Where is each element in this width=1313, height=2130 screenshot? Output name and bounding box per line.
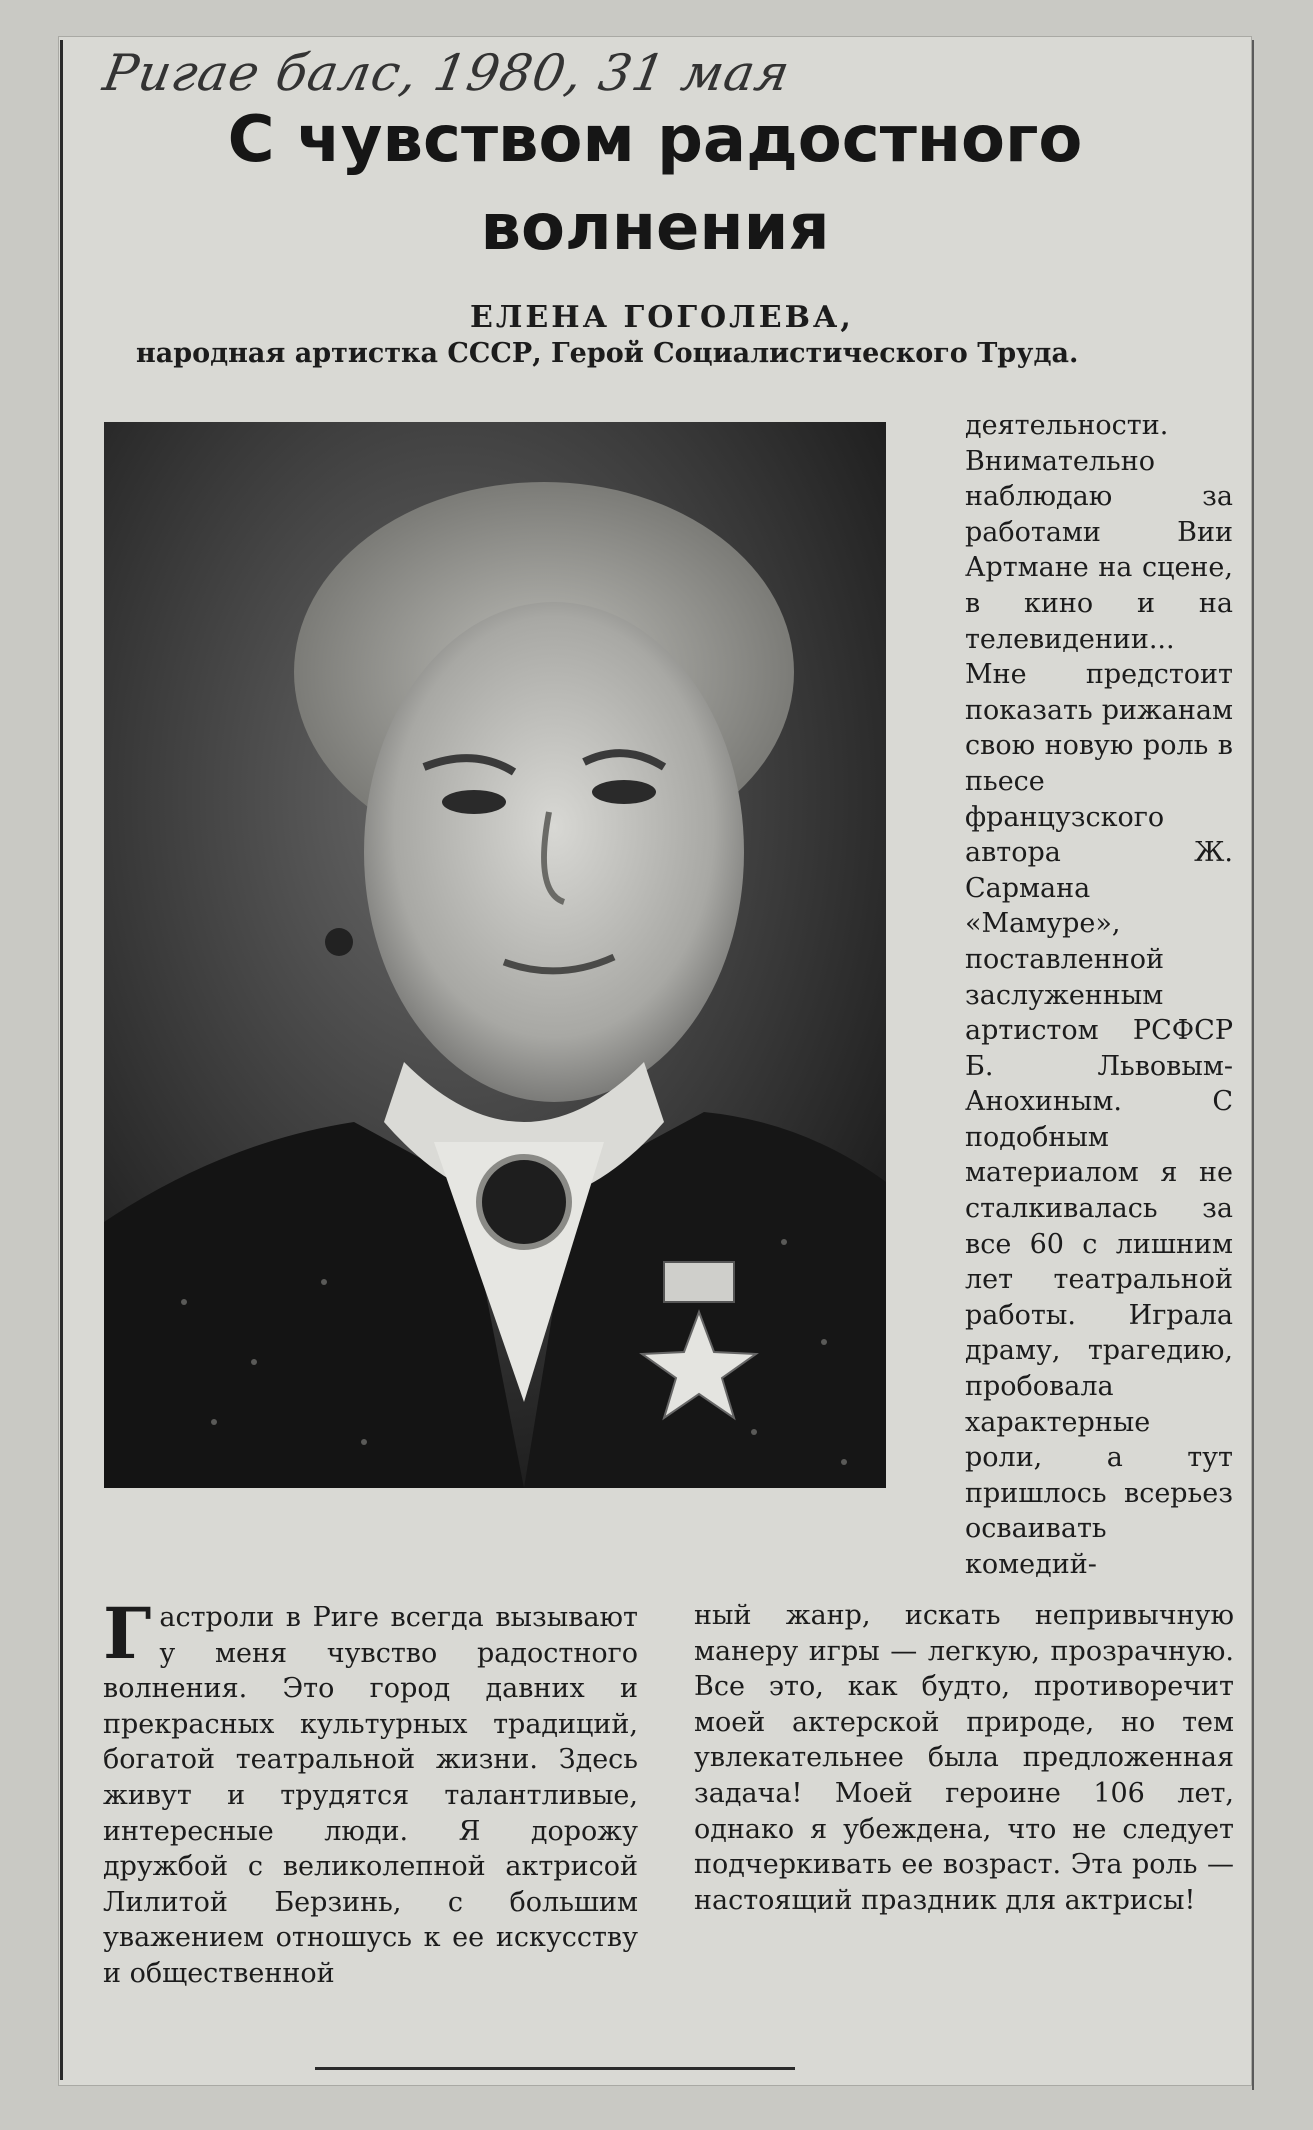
clipping-right-edge bbox=[1252, 40, 1254, 2090]
drop-cap: Г bbox=[103, 1592, 152, 1675]
portrait-illustration bbox=[104, 422, 886, 1488]
handwritten-source-note: Ригае балс, 1980, 31 мая bbox=[99, 44, 795, 102]
author-name: ЕЛЕНА ГОГОЛЕВА, bbox=[470, 300, 854, 335]
headline: С чувством радостного волнения bbox=[227, 103, 1083, 265]
author-title: народная артистка СССР, Герой Социалистического Труда. bbox=[136, 338, 1079, 369]
portrait-photo bbox=[104, 422, 886, 1488]
article-column-left bbox=[103, 1592, 638, 1992]
bottom-rule bbox=[315, 2067, 795, 2070]
clipping-left-edge bbox=[60, 40, 63, 2080]
article-column-right: деятельности. Внимательно наблюдаю за работами Вии Артмане на сцене, в кино и на телевидении... Мне предстоит показать рижанам свою новую роль в пьесе французского автора Ж. Сармана «Мамуре», поставленной заслуженным артистом РСФСР Б. Львовым-Анохиным. С подобным материалом я не сталкивалась за все 60 с лишним лет театральной работы. Играла драму, трагедию, пробовала характерные роли, а тут пришлось всерьез осваивать комедий- bbox=[965, 410, 1233, 1580]
article-column-left-text: астроли в Риге всегда вызывают у меня чувство радостного волнения. Это город давних и прекрасных культурных традиций, богатой театральной жизни. Здесь живут и трудятся талантливые, интересные люди. Я дорожу дружбой с великолепной актрисой Лилитой Берзинь, с большим уважением отношусь к ее искусству и общественной bbox=[103, 1602, 638, 1989]
article-column-middle: ный жанр, искать непривычную манеру игры — легкую, прозрачную. Все это, как будто, противоречит моей актерской природе, но тем увлекательнее была предложенная задача! Моей героине 106 лет, однако я убеждена, что не следует подчеркивать ее возраст. Эта роль — настоящий праздник для актрисы! bbox=[694, 1600, 1234, 1916]
